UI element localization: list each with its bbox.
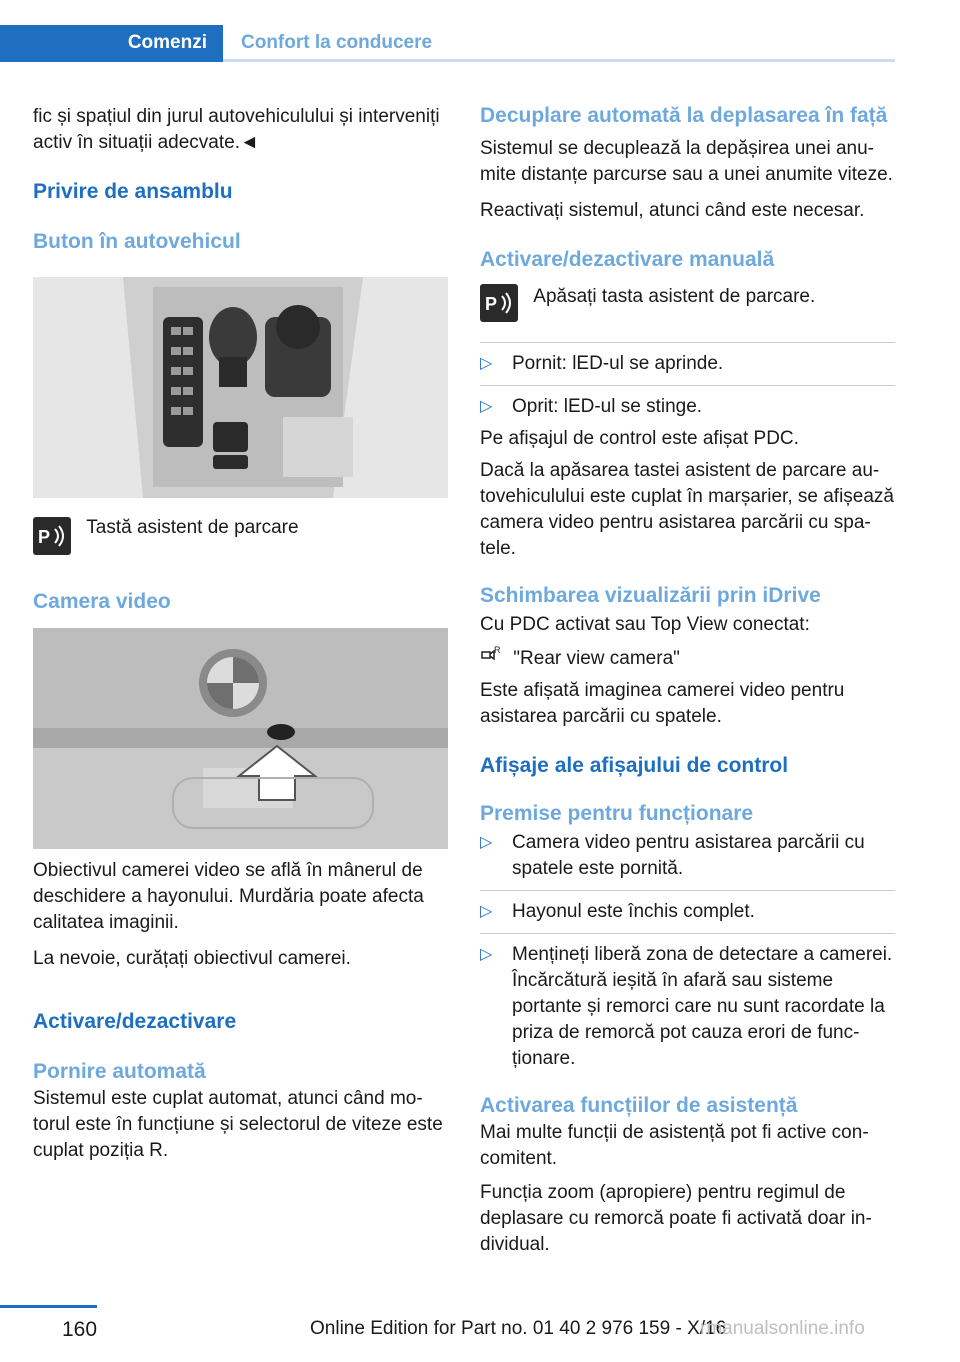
bullet-triangle-icon: ▷ xyxy=(480,398,493,415)
camera-illustration xyxy=(33,628,448,849)
premise-3-text: Mențineți liberă zona de detectare a camerei. Încărcătură ieșită în afară sau sisteme portante și remorci care nu sunt racordate la priza de remorcă pot cauza erori de funcționare. xyxy=(512,944,893,1069)
header-underline xyxy=(223,59,895,62)
left-column-lower xyxy=(33,858,448,1164)
camera-photo xyxy=(33,628,448,849)
parking-assist-key-icon xyxy=(480,284,518,322)
console-illustration xyxy=(33,277,448,498)
bullet-triangle-icon: ▷ xyxy=(480,903,493,920)
svg-text:P: P xyxy=(485,294,498,314)
auto-off-paragraph-1: Sistemul se decuplează la depășirea unei anumite distanțe parcurse sau a unei anumite viteze. xyxy=(480,138,893,185)
rear-view-row xyxy=(480,644,895,672)
reverse-paragraph: Dacă la apăsarea tastei asistent de parcare autovehiculului este cuplat în marșarier, se afișează camera video pentru asistarea parcării cu spatele. xyxy=(480,460,894,559)
header-underline-active xyxy=(0,59,223,62)
auto-off-paragraph-2: Reactivați sistemul, atunci când este necesar. xyxy=(480,200,865,221)
auto-start-paragraph: Sistemul este cuplat automat, atunci când motorul este în funcțiune și selectorul de viteze este cuplat poziția R. xyxy=(33,1088,443,1161)
bullet-triangle-icon: ▷ xyxy=(480,946,493,963)
bullet-off xyxy=(480,394,895,420)
separator xyxy=(480,933,895,934)
bullet-on xyxy=(480,351,895,377)
console-photo xyxy=(33,277,448,498)
tab-confort[interactable] xyxy=(223,25,895,62)
premise-item-3 xyxy=(480,942,895,1072)
heading-manual: Activare/dezactivare manuală xyxy=(480,248,775,271)
separator xyxy=(480,385,895,386)
heading-auto-start: Pornire automată xyxy=(33,1060,206,1083)
manual-press-text: Apăsați tasta asistent de parcare. xyxy=(533,286,816,307)
separator xyxy=(480,342,895,343)
heading-button: Buton în autovehicul xyxy=(33,230,241,253)
rear-camera-icon xyxy=(480,644,508,672)
camera-paragraph-2: La nevoie, curățați obiectivul camerei. xyxy=(33,948,351,969)
parking-assist-icon xyxy=(33,517,71,555)
bullet-off-text: Oprit: lED-ul se stinge. xyxy=(512,396,703,417)
page-header xyxy=(0,0,960,62)
assist-paragraph-2: Funcția zoom (apropiere) pentru regimul de deplasare cu remorcă poate fi activată doar individual. xyxy=(480,1182,872,1255)
heading-camera: Camera video xyxy=(33,590,171,613)
watermark: rmanualsonline.info xyxy=(700,1318,865,1339)
assist-paragraph-1: Mai multe funcții de asistență pot fi active concomitent. xyxy=(480,1122,869,1169)
bullet-on-text: Pornit: lED-ul se aprinde. xyxy=(512,353,724,374)
footer-line xyxy=(0,1305,97,1308)
premise-2-text: Hayonul este închis complet. xyxy=(512,901,755,922)
premise-item-2 xyxy=(480,899,895,925)
manual-press-row xyxy=(480,284,895,322)
tab-comenzi[interactable] xyxy=(0,25,223,62)
tab-confort-label: Confort la conducere xyxy=(241,32,433,53)
right-column xyxy=(480,100,895,1258)
camera-heading-block xyxy=(33,588,448,616)
svg-text:R: R xyxy=(494,645,501,655)
bullet-triangle-icon: ▷ xyxy=(480,834,493,851)
button-caption: Tastă asistent de parcare xyxy=(86,517,299,538)
left-column xyxy=(33,100,448,256)
rear-paragraph: Este afișată imaginea camerei video pentru asistarea parcării cu spatele. xyxy=(480,680,845,727)
heading-idrive: Schimbarea vizualizării prin iDrive xyxy=(480,584,821,607)
heading-auto-off: Decuplare automată la deplasarea în față xyxy=(480,104,888,127)
camera-paragraph-1: Obiectivul camerei video se află în mânerul de deschidere a hayonului. Murdăria poate afecta calitatea imaginii. xyxy=(33,860,424,933)
heading-assist: Activarea funcțiilor de asistență xyxy=(480,1094,798,1117)
premise-1-text: Camera video pentru asistarea parcării cu spatele este pornită. xyxy=(512,832,865,879)
tab-comenzi-label: Comenzi xyxy=(127,32,207,53)
premise-item-1 xyxy=(480,830,895,882)
page-number: 160 xyxy=(62,1318,98,1341)
heading-activation: Activare/dezactivare xyxy=(33,1010,237,1033)
intro-paragraph: fic și spațiul din jurul autovehiculului și interveniți activ în situații adecvate.◄ xyxy=(33,106,440,153)
heading-displays: Afișaje ale afișajului de control xyxy=(480,754,789,777)
separator xyxy=(480,890,895,891)
svg-text:P: P xyxy=(38,527,51,547)
idrive-paragraph: Cu PDC activat sau Top View conectat: xyxy=(480,614,810,635)
online-edition-text: Online Edition for Part no. 01 40 2 976 159 - X/16 xyxy=(310,1318,727,1339)
bullet-triangle-icon: ▷ xyxy=(480,355,493,372)
rear-view-label: "Rear view camera" xyxy=(513,648,680,669)
heading-overview: Privire de ansamblu xyxy=(33,180,233,203)
heading-premise: Premise pentru funcționare xyxy=(480,802,754,825)
pdc-paragraph: Pe afișajul de control este afișat PDC. xyxy=(480,428,799,449)
button-caption-row xyxy=(33,517,448,555)
